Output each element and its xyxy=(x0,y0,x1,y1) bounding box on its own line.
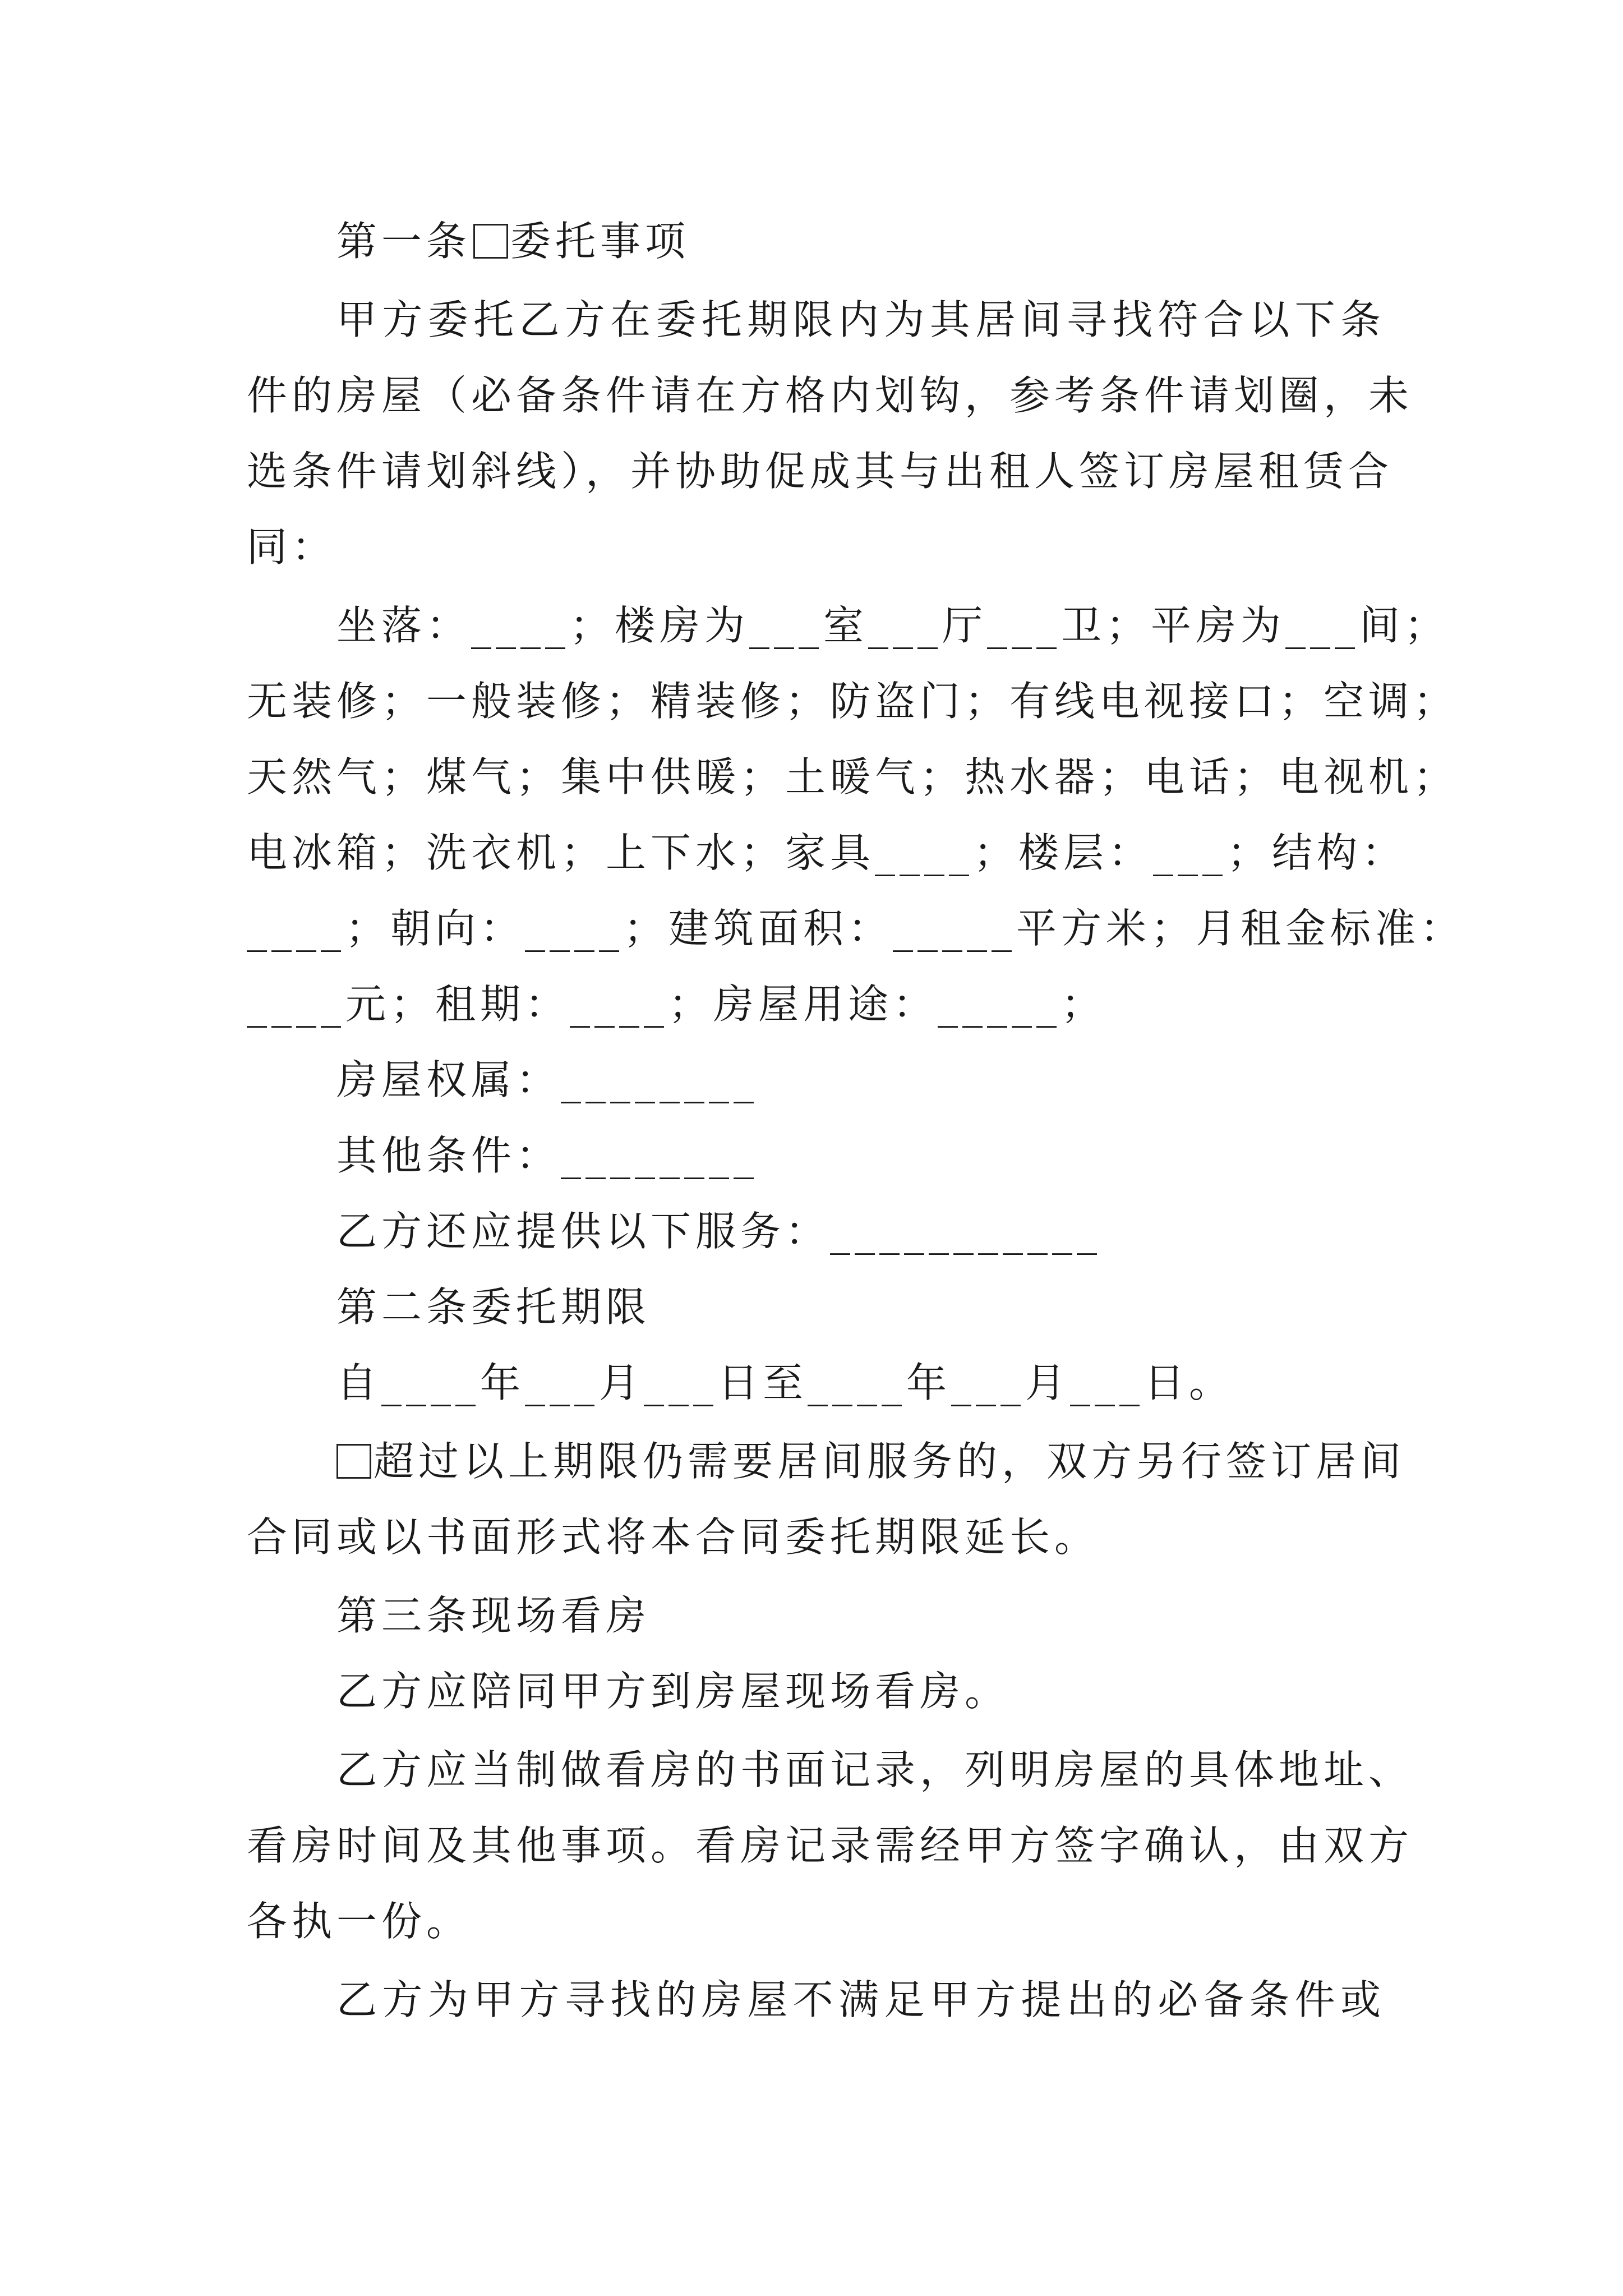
article3-paragraph-line: 看房时间及其他事项。看房记录需经甲方签字确认，由双方 xyxy=(247,1822,1414,1869)
checkbox xyxy=(473,224,508,259)
article1-condition-line: 无装修；一般装修；精装修；防盗门；有线电视接口；空调； xyxy=(247,678,1459,725)
article3-paragraph-line: 乙方应当制做看房的书面记录，列明房屋的具体地址、 xyxy=(336,1746,1414,1793)
article1-ownership: 房屋权属：________ xyxy=(336,1056,759,1103)
article2-extension-text: 超过以上期限仍需要居间服务的，双方另行签订居间 xyxy=(374,1438,1406,1485)
article2-period: 自____年___月___日至____年___月___日。 xyxy=(336,1359,1234,1406)
article1-heading-prefix: 第一条 xyxy=(336,218,472,265)
article3-heading: 第三条现场看房 xyxy=(336,1592,651,1639)
article1-condition-line: ____；朝向：____；建筑面积：_____平方米；月租金标准： xyxy=(247,905,1465,952)
article3-paragraph-line: 各执一份。 xyxy=(247,1898,472,1945)
article1-intro-line: 件的房屋（必备条件请在方格内划钩，参考条件请划圈，未 xyxy=(247,372,1414,419)
article1-other-conditions: 其他条件：________ xyxy=(336,1132,759,1179)
article1-condition-line: 电冰箱；洗衣机；上下水；家具____；楼层：___；结构： xyxy=(247,829,1407,876)
article1-intro-line: 同： xyxy=(247,523,337,570)
article1-intro-line: 甲方委托乙方在委托期限内为其居间寻找符合以下条 xyxy=(336,296,1385,343)
article1-intro-line: 选条件请划斜线），并协助促成其与出租人签订房屋租赁合 xyxy=(247,448,1394,495)
checkbox xyxy=(336,1444,371,1479)
article1-services: 乙方还应提供以下服务：___________ xyxy=(336,1208,1102,1255)
article3-paragraph-line: 乙方为甲方寻找的房屋不满足甲方提出的必备条件或 xyxy=(336,1976,1385,2023)
article1-heading-suffix: 委托事项 xyxy=(510,218,690,265)
article1-condition-line: 坐落：____；楼房为___室___厅___卫；平房为___间； xyxy=(336,602,1450,649)
article1-condition-line: 天然气；煤气；集中供暖；土暖气；热水器；电话；电视机； xyxy=(247,753,1459,800)
article3-paragraph: 乙方应陪同甲方到房屋现场看房。 xyxy=(336,1668,1010,1715)
article2-extension-line xyxy=(336,1433,1406,1489)
article1-heading xyxy=(336,213,690,269)
article2-heading: 第二条委托期限 xyxy=(336,1283,651,1331)
article2-extension-line: 合同或以书面形式将本合同委托期限延长。 xyxy=(247,1513,1100,1561)
article1-condition-line: ____元；租期：____；房屋用途：_____； xyxy=(247,981,1106,1028)
